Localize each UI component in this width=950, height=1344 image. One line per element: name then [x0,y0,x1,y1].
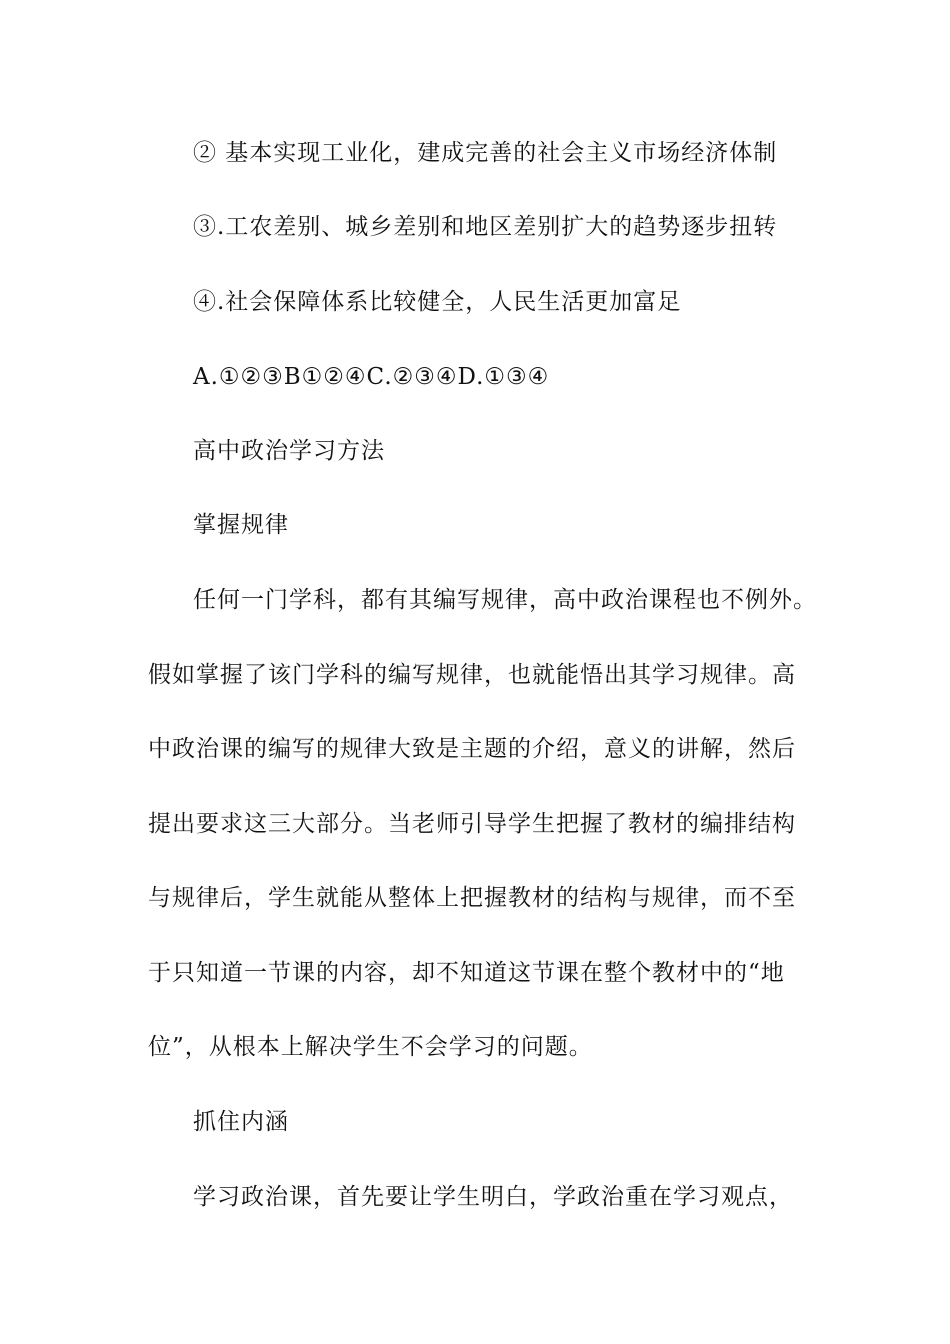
paragraph-line: 于只知道一节课的内容，却不知道这节课在整个教材中的“地 [148,960,785,986]
paragraph-line: 中政治课的编写的规律大致是主题的介绍，意义的讲解，然后 [148,736,796,762]
option-line-4: ④.社会保障体系比较健全，人民生活更加富足 [193,289,682,315]
paragraph-line: 位”，从根本上解决学生不会学习的问题。 [148,1034,593,1060]
paragraph-line: 与规律后，学生就能从整体上把握教材的结构与规律，而不至 [148,885,796,911]
option-line-3: ③.工农差别、城乡差别和地区差别扩大的趋势逐步扭转 [193,214,778,240]
subheading-master-rules: 掌握规律 [193,512,289,538]
paragraph-line: 任何一门学科，都有其编写规律，高中政治课程也不例外。 [193,587,817,613]
paragraph-line: 提出要求这三大部分。当老师引导学生把握了教材的编排结构 [148,811,796,837]
paragraph-line: 假如掌握了该门学科的编写规律，也就能悟出其学习规律。高 [148,662,796,688]
section-heading: 高中政治学习方法 [193,438,385,464]
paragraph-line: 学习政治课，首先要让学生明白，学政治重在学习观点， [193,1184,793,1210]
option-line-2: ② 基本实现工业化，建成完善的社会主义市场经济体制 [193,140,778,166]
subheading-grasp-meaning: 抓住内涵 [193,1109,289,1135]
answer-choices: A.①②③B①②④C.②③④D.①③④ [193,364,550,390]
